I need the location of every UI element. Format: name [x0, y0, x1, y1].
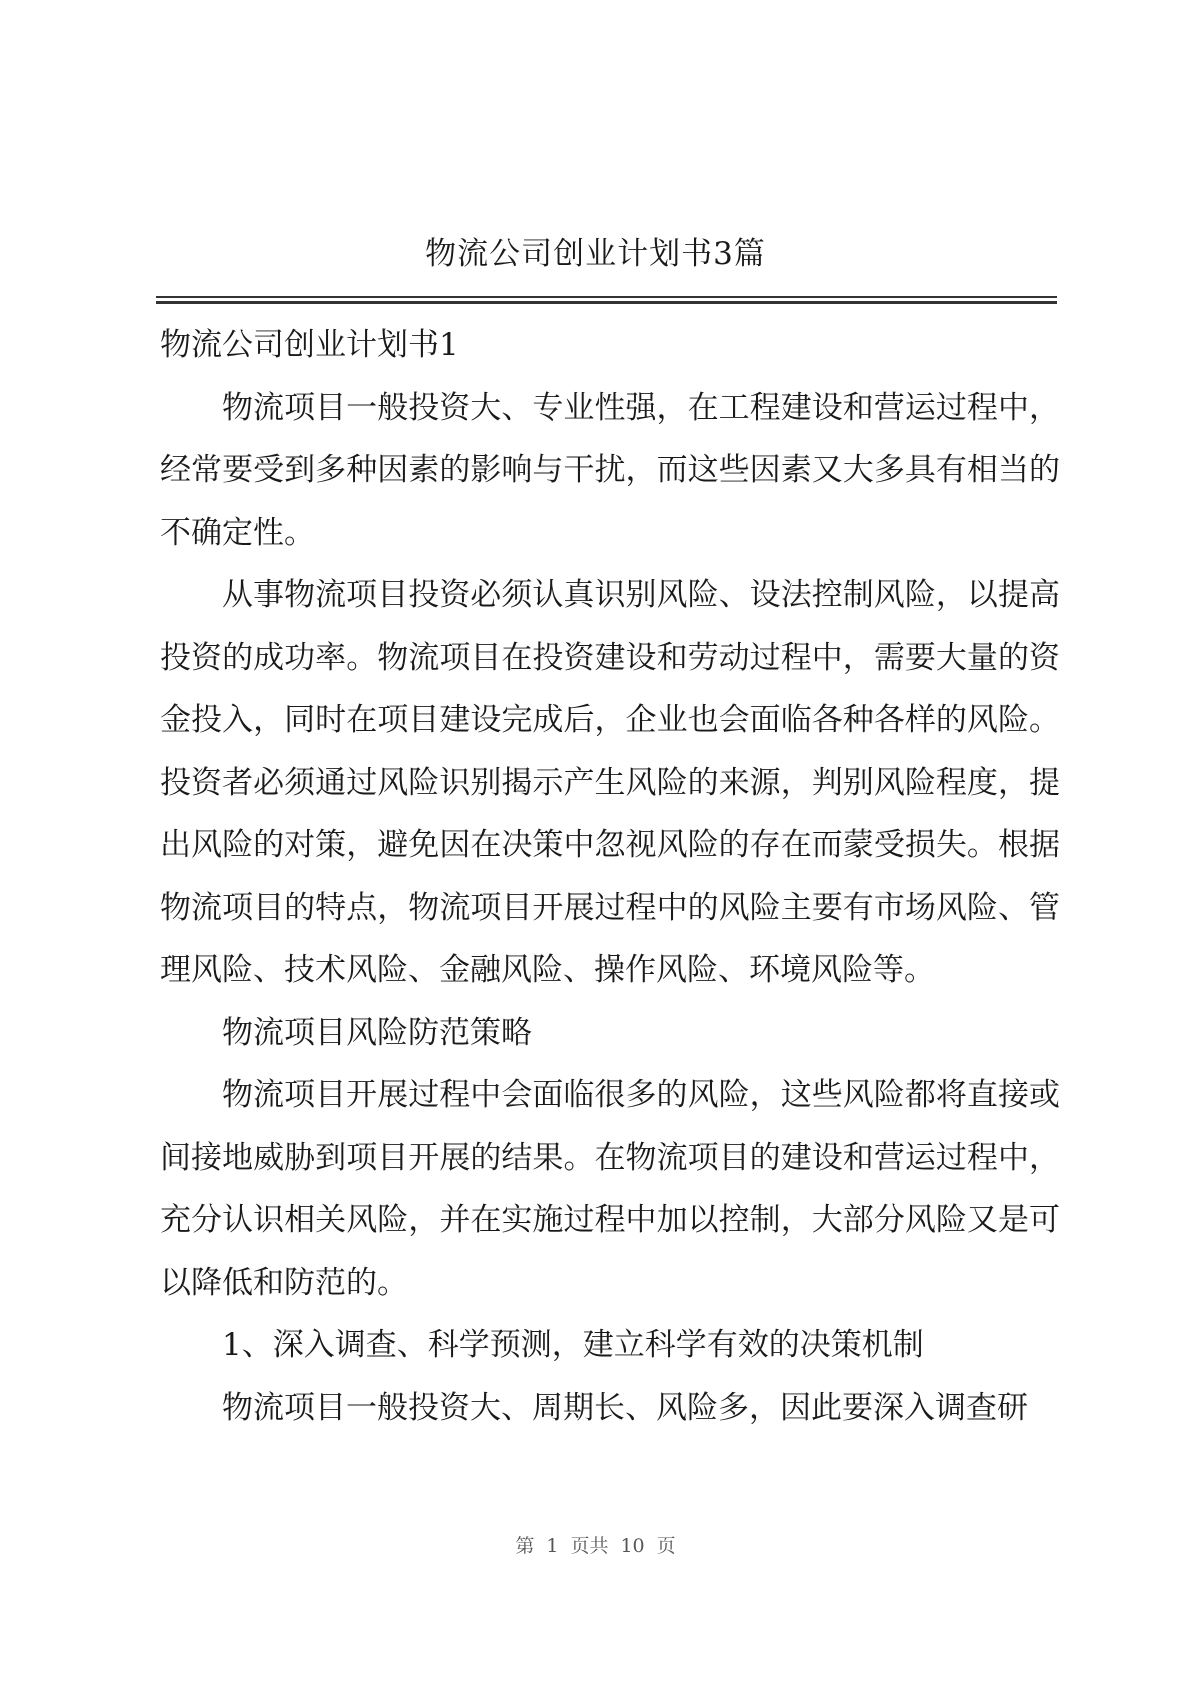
paragraph: 从事物流项目投资必须认真识别风险、设法控制风险，以提高投资的成功率。物流项目在投资建设和劳动过程中，需要大量的资金投入，同时在项目建设完成后，企业也会面临各种各样的风险。投资者必须通过风险识别揭示产生风险的来源，判别风险程度，提出风险的对策，避免因在决策中忽视风险的存在而蒙受损失。根据物流项目的特点，物流项目开展过程中的风险主要有市场风险、管理风险、技术风险、金融风险、操作风险、环境风险等。: [160, 577, 1060, 988]
paragraph: 物流项目开展过程中会面临很多的风险，这些风险都将直接或间接地威胁到项目开展的结果。在物流项目的建设和营运过程中，充分认识相关风险，并在实施过程中加以控制，大部分风险又是可以降低和防范的。: [160, 1077, 1060, 1301]
footer-prefix: 第: [515, 1535, 535, 1557]
page-footer: [0, 1532, 1191, 1560]
document-title: 物流公司创业计划书3篇: [425, 236, 766, 272]
footer-suffix: 页: [656, 1535, 676, 1557]
numbered-heading: 1、深入调查、科学预测，建立科学有效的决策机制: [222, 1327, 924, 1363]
paragraph: 物流项目一般投资大、专业性强，在工程建设和营运过程中，经常要受到多种因素的影响与干扰，而这些因素又大多具有相当的不确定性。: [160, 389, 1060, 551]
section-heading: 物流公司创业计划书1: [160, 327, 459, 363]
footer-total-pages: 10: [620, 1535, 645, 1557]
footer-page-number: 1: [546, 1535, 559, 1557]
document-body: [160, 314, 1060, 1439]
paragraph: 物流项目一般投资大、周期长、风险多，因此要深入调查研: [222, 1389, 1028, 1426]
title-rule-thick: [156, 301, 1057, 304]
footer-middle: 页共: [570, 1535, 609, 1557]
subheading: 物流项目风险防范策略: [222, 1014, 532, 1051]
title-rule-thin: [156, 296, 1057, 298]
